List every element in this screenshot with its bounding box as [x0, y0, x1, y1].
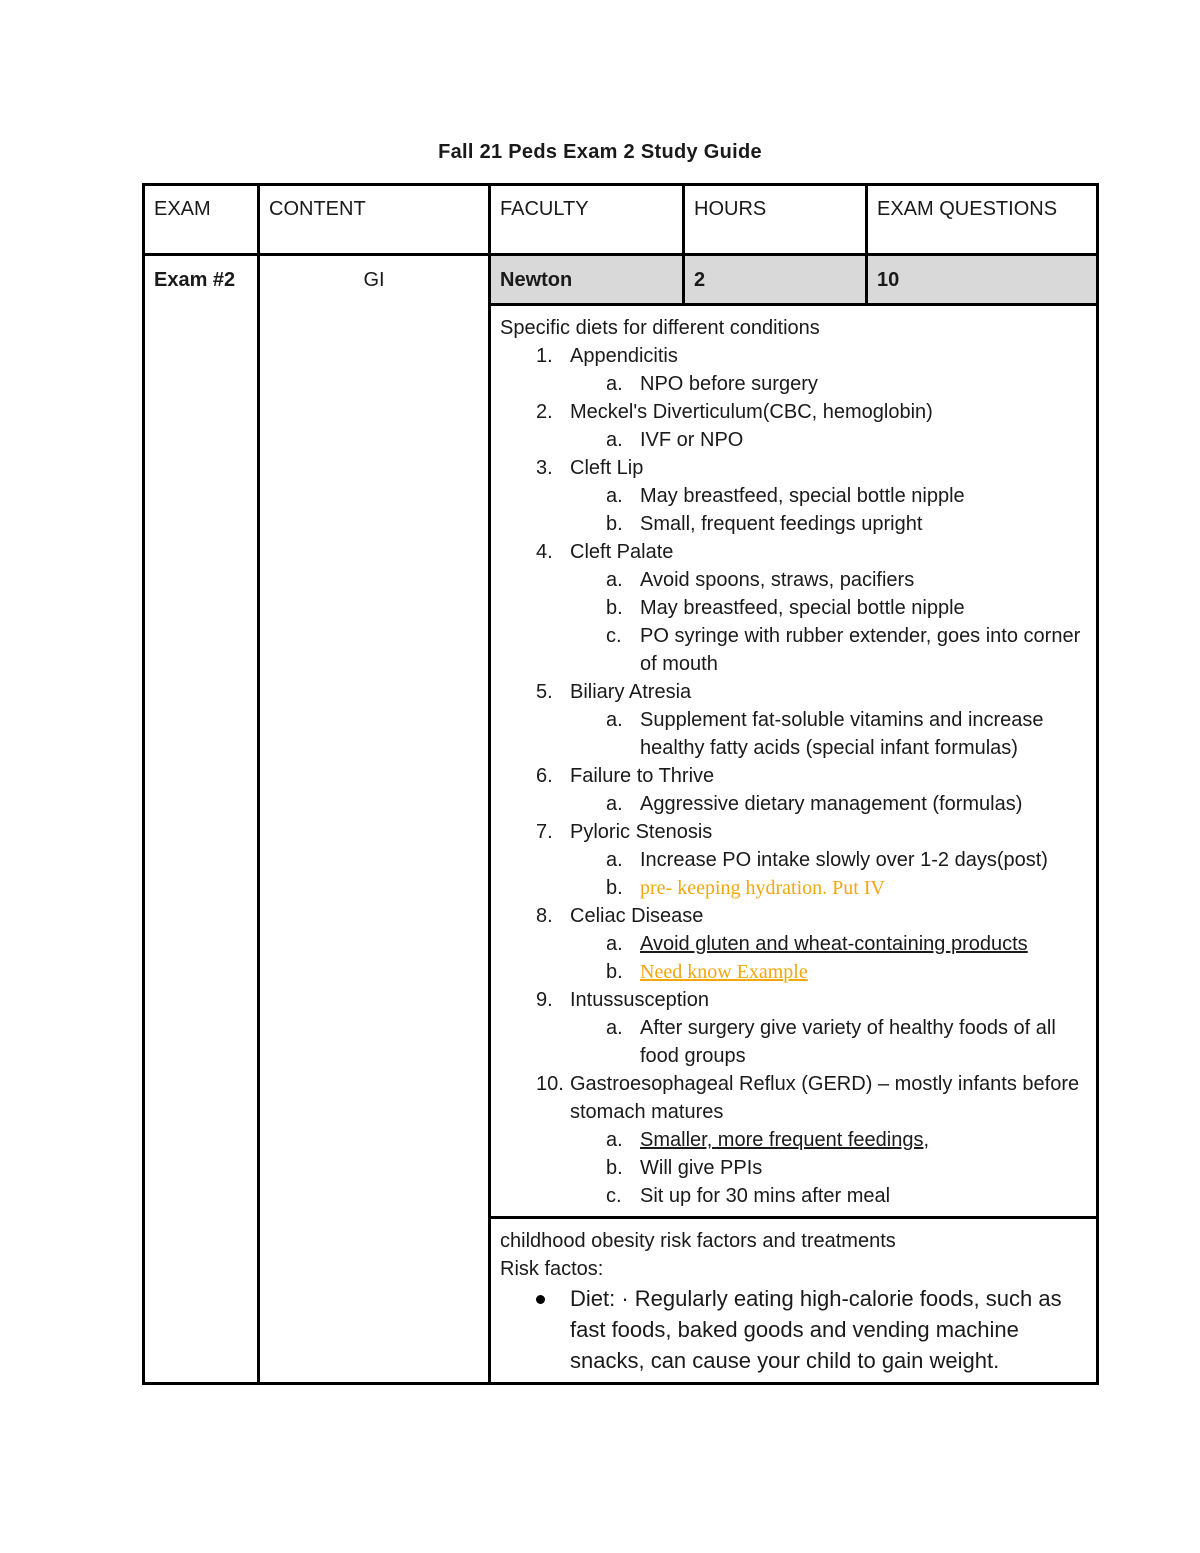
- diet-item: [500, 762, 1087, 818]
- diet-sub-item: [570, 510, 1087, 538]
- risk-factor-bullet: [500, 1283, 1087, 1376]
- diet-sub-item-letter: a.: [606, 849, 623, 871]
- diet-sub-list: [570, 846, 1087, 902]
- diet-sub-item-text: Aggressive dietary management (formulas): [640, 793, 1023, 815]
- diet-item-text: Cleft Lip: [570, 457, 644, 479]
- diet-sub-item: [570, 930, 1087, 958]
- obesity-heading: childhood obesity risk factors and treatments: [500, 1230, 896, 1252]
- page-title: Fall 21 Peds Exam 2 Study Guide: [438, 141, 762, 163]
- risk-factors-heading: Risk factos:: [500, 1258, 604, 1280]
- diet-sub-list: [570, 1126, 1087, 1210]
- diet-sub-item-letter: b.: [606, 513, 623, 535]
- diet-item: [500, 342, 1087, 398]
- diet-sub-item-text: pre- keeping hydration. Put IV: [640, 877, 885, 899]
- diets-heading: Specific diets for different conditions: [500, 317, 820, 339]
- diet-sub-list: [570, 790, 1087, 818]
- diet-sub-item-text: Increase PO intake slowly over 1-2 days(post): [640, 849, 1048, 871]
- diet-item: [500, 678, 1087, 762]
- diet-item-text: Biliary Atresia: [570, 681, 692, 703]
- diet-sub-item: [570, 846, 1087, 874]
- diet-item-text: Celiac Disease: [570, 905, 704, 927]
- diet-sub-list: [570, 930, 1087, 986]
- diet-item: [500, 454, 1087, 538]
- diet-sub-item-text: Avoid spoons, straws, pacifiers: [640, 569, 915, 591]
- diet-sub-item-letter: a.: [606, 709, 623, 731]
- diet-sub-item: [570, 370, 1087, 398]
- diet-item: [500, 398, 1087, 454]
- diet-sub-item-letter: b.: [606, 597, 623, 619]
- diet-item-text: Intussusception: [570, 989, 709, 1011]
- diets-cell: [490, 305, 1098, 1218]
- exam-cell: Exam #2: [144, 255, 259, 1384]
- diet-sub-item-text: May breastfeed, special bottle nipple: [640, 597, 965, 619]
- diet-item-number: 8.: [536, 905, 553, 927]
- diet-item-text: Meckel's Diverticulum(CBC, hemoglobin): [570, 401, 933, 423]
- diet-sub-item: [570, 1182, 1087, 1210]
- diet-sub-item-text: Smaller, more frequent feedings,: [640, 1129, 930, 1151]
- diet-sub-item-letter: a.: [606, 793, 623, 815]
- diet-item-number: 2.: [536, 401, 553, 423]
- diet-sub-item-text: Avoid gluten and wheat-containing products: [640, 933, 1028, 955]
- diet-item: [500, 902, 1087, 986]
- diet-item-text: Cleft Palate: [570, 541, 674, 563]
- diet-sub-item-letter: a.: [606, 429, 623, 451]
- bullet-icon: [536, 1295, 545, 1304]
- diet-sub-list: [570, 1014, 1087, 1070]
- diet-item-number: 6.: [536, 765, 553, 787]
- diet-sub-item: [570, 1126, 1087, 1154]
- risk-factor-text: Diet: · Regularly eating high-calorie foods, such as fast foods, baked goods and vending machine snacks, can cause your child to gain weight.: [570, 1286, 1062, 1373]
- diet-sub-item-text: Need know Example: [640, 961, 808, 983]
- faculty-cell: Newton: [490, 255, 684, 305]
- diet-item-number: 7.: [536, 821, 553, 843]
- diet-item-number: 5.: [536, 681, 553, 703]
- diet-sub-item: [570, 1014, 1087, 1070]
- header-row: [144, 185, 1098, 255]
- diet-sub-list: [570, 482, 1087, 538]
- diet-item-text: Appendicitis: [570, 345, 678, 367]
- diet-sub-item: [570, 482, 1087, 510]
- diet-sub-item-letter: b.: [606, 1157, 623, 1179]
- diet-list: [500, 342, 1087, 1210]
- diet-sub-item: [570, 426, 1087, 454]
- header-faculty: FACULTY: [490, 185, 684, 255]
- obesity-cell: [490, 1218, 1098, 1384]
- diet-item-number: 3.: [536, 457, 553, 479]
- diet-sub-item-text: May breastfeed, special bottle nipple: [640, 485, 965, 507]
- study-guide-table: [142, 183, 1099, 1385]
- diet-item-number: 1.: [536, 345, 553, 367]
- diet-item-number: 4.: [536, 541, 553, 563]
- diet-sub-list: [570, 370, 1087, 398]
- diet-sub-item: [570, 790, 1087, 818]
- diet-sub-item: [570, 594, 1087, 622]
- diet-sub-item: [570, 622, 1087, 678]
- diet-sub-list: [570, 566, 1087, 678]
- diet-item: [500, 1070, 1087, 1210]
- diet-sub-item-letter: c.: [606, 625, 622, 647]
- diet-sub-item-letter: a.: [606, 569, 623, 591]
- diet-sub-item-letter: a.: [606, 373, 623, 395]
- diet-item-text: Failure to Thrive: [570, 765, 715, 787]
- questions-cell: 10: [867, 255, 1098, 305]
- diet-sub-item-text: PO syringe with rubber extender, goes into corner of mouth: [640, 625, 1081, 675]
- hours-cell: 2: [684, 255, 867, 305]
- header-hours: HOURS: [684, 185, 867, 255]
- diet-sub-item: [570, 874, 1087, 902]
- diet-sub-item: [570, 958, 1087, 986]
- diet-sub-item-letter: a.: [606, 485, 623, 507]
- diet-item-number: 10.: [536, 1073, 564, 1095]
- diet-sub-item-text: After surgery give variety of healthy foods of all food groups: [640, 1017, 1056, 1067]
- diet-sub-item-letter: b.: [606, 961, 623, 983]
- header-exam-questions: EXAM QUESTIONS: [867, 185, 1098, 255]
- diet-sub-item-text: Supplement fat-soluble vitamins and increase healthy fatty acids (special infant formulas): [640, 709, 1044, 759]
- diet-sub-item-text: NPO before surgery: [640, 373, 818, 395]
- diet-sub-list: [570, 426, 1087, 454]
- diet-item: [500, 818, 1087, 902]
- diet-sub-item-letter: a.: [606, 1129, 623, 1151]
- diet-item: [500, 986, 1087, 1070]
- diet-sub-item-text: Sit up for 30 mins after meal: [640, 1185, 891, 1207]
- diet-item: [500, 538, 1087, 678]
- content-cell: GI: [259, 255, 490, 1384]
- diet-item-text: Gastroesophageal Reflux (GERD) – mostly infants before stomach matures: [570, 1073, 1080, 1123]
- diet-sub-item-letter: a.: [606, 1017, 623, 1039]
- diet-sub-item: [570, 1154, 1087, 1182]
- diet-sub-item: [570, 566, 1087, 594]
- diet-sub-item-text: Will give PPIs: [640, 1157, 763, 1179]
- exam-row: [144, 255, 1098, 305]
- diet-item-number: 9.: [536, 989, 553, 1011]
- diet-item-text: Pyloric Stenosis: [570, 821, 713, 843]
- diet-sub-item-letter: b.: [606, 877, 623, 899]
- header-exam: EXAM: [144, 185, 259, 255]
- diet-sub-item: [570, 706, 1087, 762]
- diet-sub-item-text: IVF or NPO: [640, 429, 744, 451]
- diet-sub-list: [570, 706, 1087, 762]
- diet-sub-item-letter: a.: [606, 933, 623, 955]
- diet-sub-item-text: Small, frequent feedings upright: [640, 513, 923, 535]
- diet-sub-item-letter: c.: [606, 1185, 622, 1207]
- header-content: CONTENT: [259, 185, 490, 255]
